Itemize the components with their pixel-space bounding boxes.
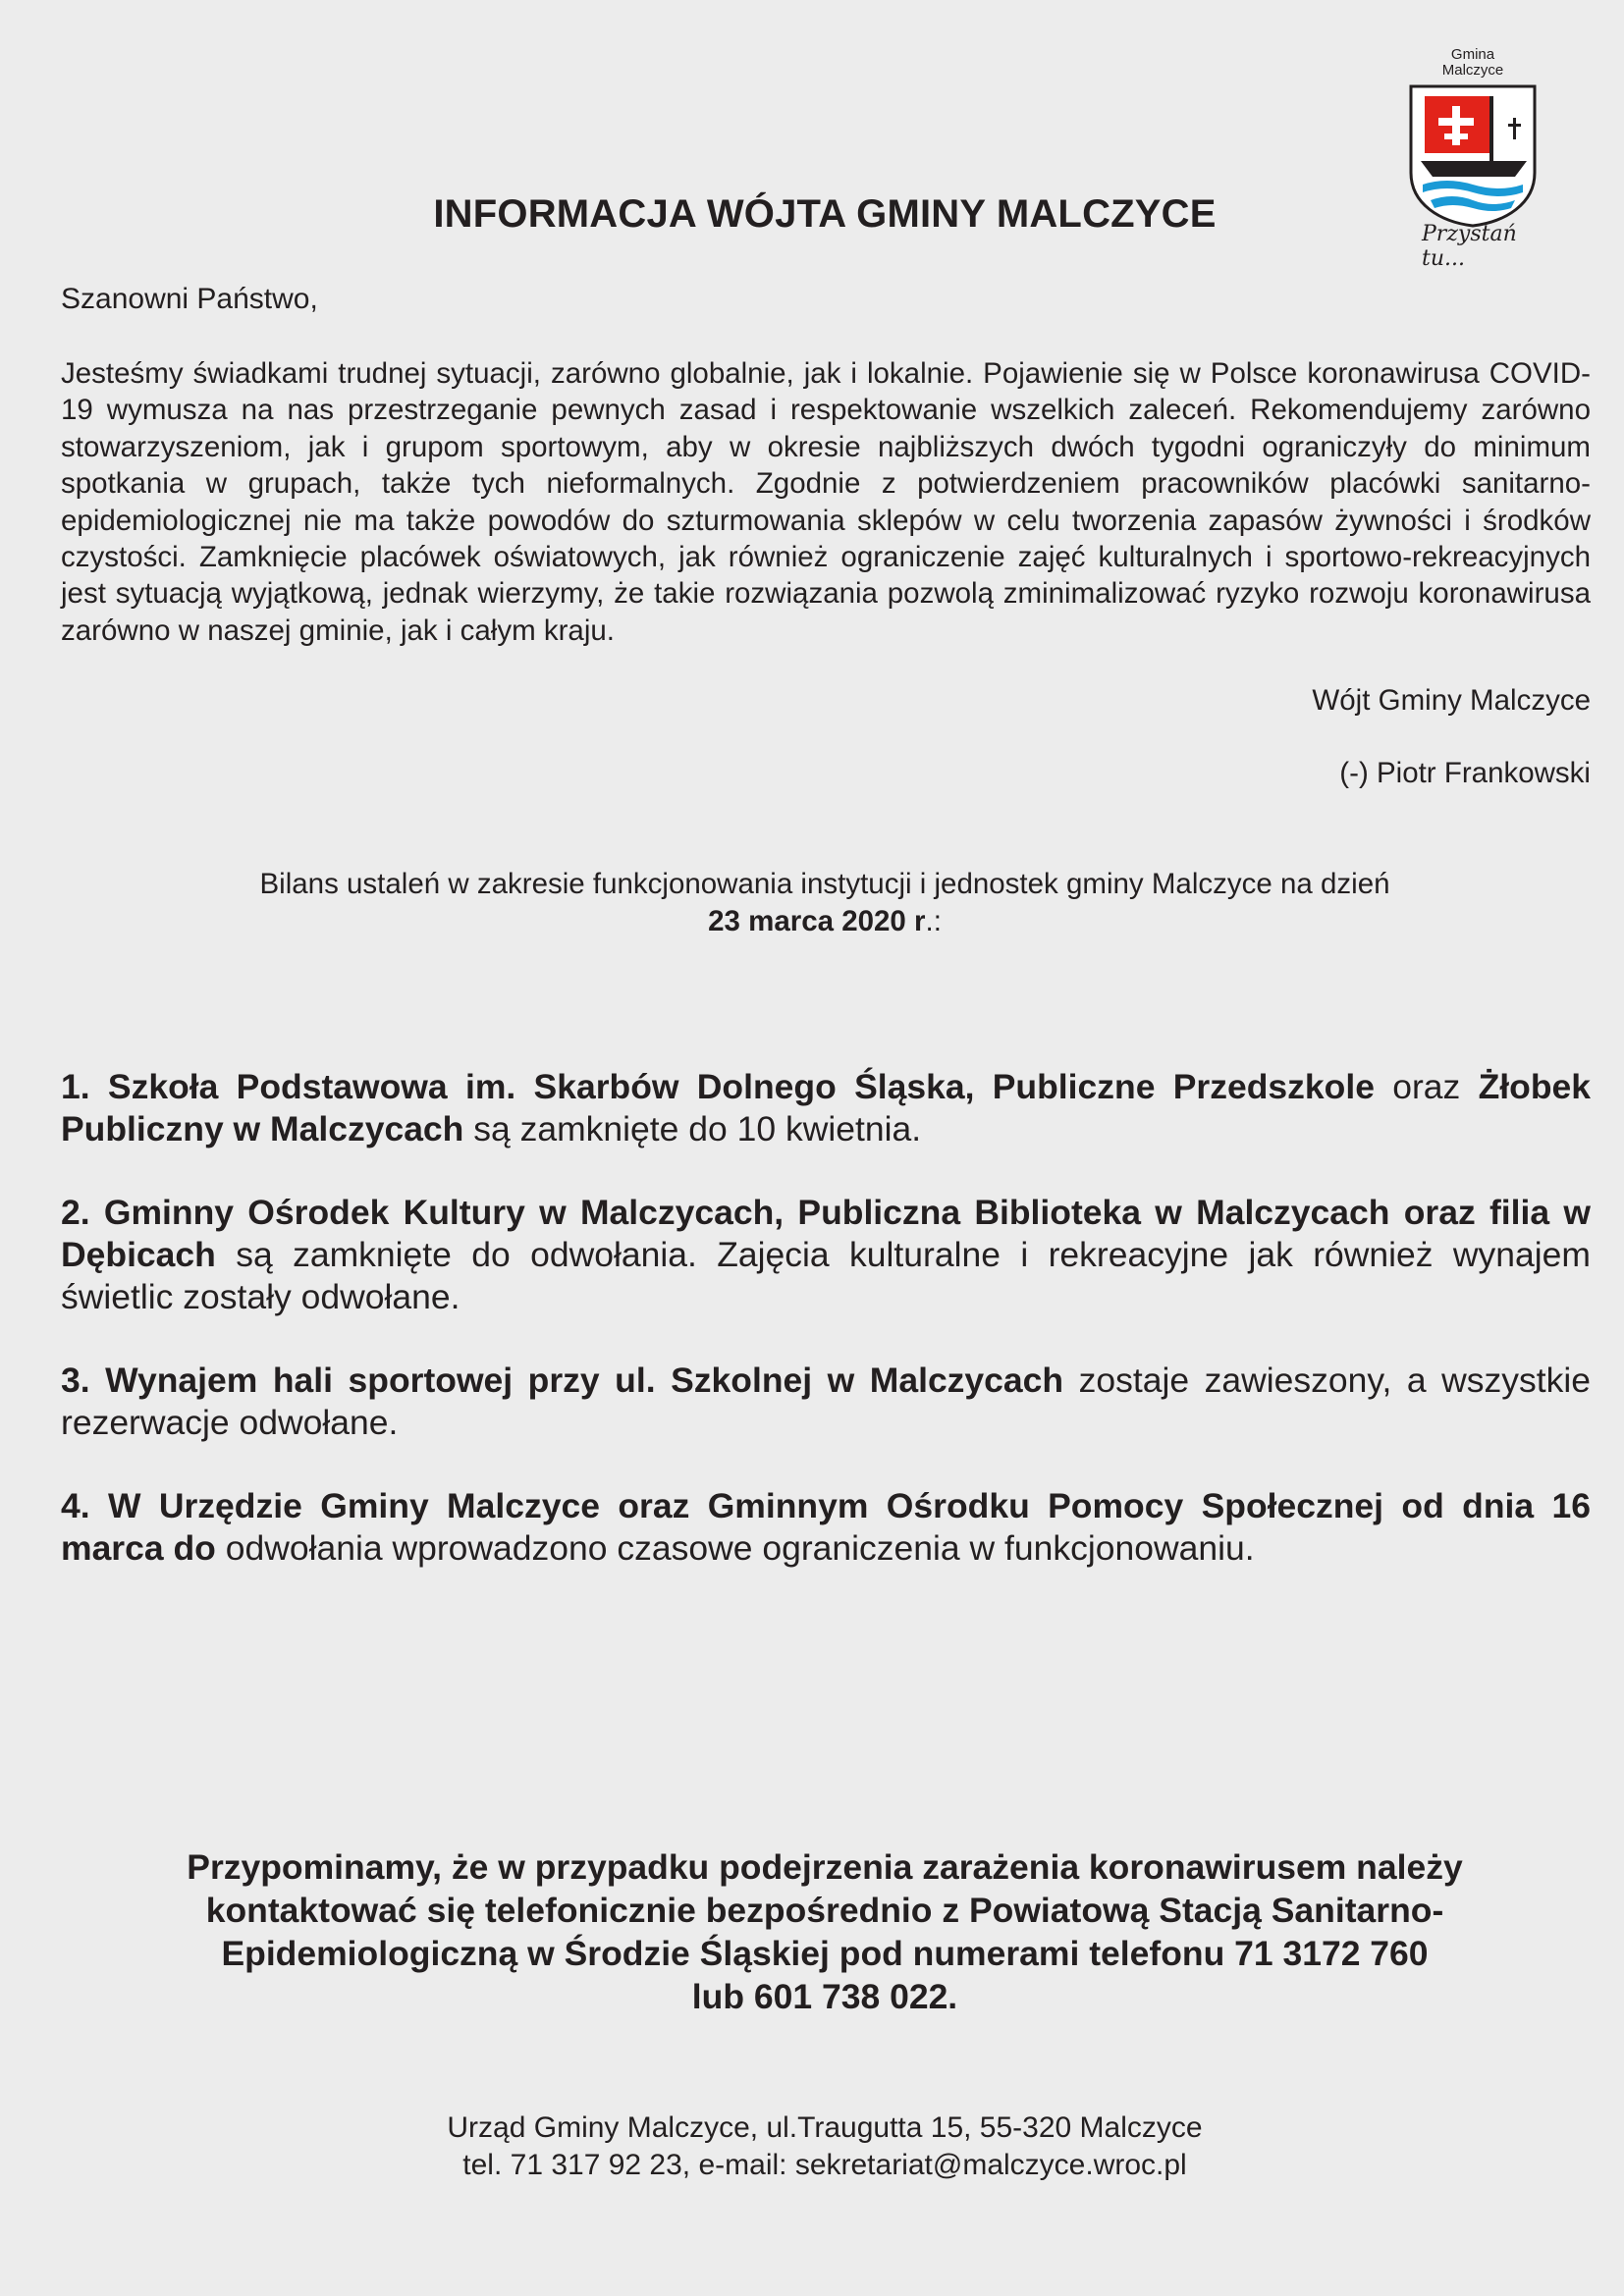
item-bold: 1. Szkoła Podstawowa im. Skarbów Dolnego Śląska, Publiczne Przedszkole [61, 1067, 1375, 1106]
item-bold: 3. Wynajem hali sportowej przy ul. Szkolnej w Malczycach [61, 1361, 1064, 1400]
list-item [61, 1485, 1591, 1570]
bilans-date: 23 marca 2020 r [708, 905, 926, 937]
page-title: INFORMACJA WÓJTA GMINY MALCZYCE [433, 192, 1217, 236]
announcement-list [61, 1066, 1591, 1611]
contact-footer [0, 2109, 1624, 2184]
logo-motto: Przystań tu... [1422, 222, 1517, 271]
municipality-logo [1404, 47, 1542, 271]
reminder-notice: Przypominamy, że w przypadku podejrzenia zarażenia koronawirusem należy kontaktować się telefonicznie bezpośrednio z Powiatową Stacją Sanitarno- Epidemiologiczną w Środzie Śląskiej pod numerami telefonu 71 3172 760 lub 601 738 022. [187, 1847, 1463, 2016]
item-bold: 2. Gminny Ośrodek Kultury w Malczycach, Publiczna Biblioteka w Malczycach oraz filia w Dębicach [61, 1193, 1591, 1274]
bilans-date-suffix: .: [925, 905, 942, 937]
item-text: są zamknięte do 10 kwietnia. [463, 1109, 922, 1148]
intro-paragraph: Jesteśmy świadkami trudnej sytuacji, zarówno globalnie, jak i lokalnie. Pojawienie się w Polsce koronawirusa COVID-19 wymusza na nas przestrzeganie pewnych zasad i respektowanie wszelkich zaleceń. Rekomendujemy zarówno stowarzyszeniom, jak i grupom sportowym, aby w okresie najbliższych dwóch tygodni ograniczyły do minimum spotkania w grupach, także tych nieformalnych. Zgodnie z potwierdzeniem pracowników placówki sanitarno-epidemiologicznej nie ma także powodów do szturmowania sklepów w celu tworzenia zapasów żywności i środków czystości. Zamknięcie placówek oświatowych, jak również ograniczenie zajęć kulturalnych i sportowo-rekreacyjnych jest sytuacją wyjątkową, jednak wierzymy, że takie rozwiązania pozwolą zminimalizować ryzyko rozwoju koronawirusa zarówno w naszej gminie, jak i całym kraju. [61, 357, 1591, 647]
item-text: są zamknięte do odwołania. Zajęcia kulturalne i rekreacyjne jak również wynajem świetlic zostały odwołane. [61, 1235, 1591, 1316]
logo-caption: Gmina Malczyce [1441, 46, 1504, 79]
footer-address: Urząd Gminy Malczyce, ul.Traugutta 15, 55-320 Malczyce [447, 2111, 1203, 2144]
signature-name: (-) Piotr Frankowski [1339, 757, 1591, 789]
signature-role: Wójt Gminy Malczyce [1312, 684, 1591, 717]
list-item [61, 1360, 1591, 1444]
footer-contact: tel. 71 317 92 23, e-mail: sekretariat@malczyce.wroc.pl [462, 2149, 1187, 2181]
list-item [61, 1192, 1591, 1318]
item-text: zostaje zawieszony, a wszystkie rezerwacje odwołane. [61, 1361, 1591, 1442]
item-mid: oraz [1374, 1067, 1479, 1106]
bilans-line: Bilans ustaleń w zakresie funkcjonowania instytucji i jednostek gminy Malczyce na dzień [259, 868, 1390, 900]
greeting: Szanowni Państwo, [61, 283, 318, 315]
item-bold: 4. W Urzędzie Gminy Malczyce oraz Gminnym Ośrodku Pomocy Społecznej od dnia 16 marca do [61, 1486, 1591, 1568]
item-text: odwołania wprowadzono czasowe ograniczenia w funkcjonowaniu. [215, 1528, 1255, 1568]
bilans-date-line [0, 903, 1624, 940]
list-item [61, 1066, 1591, 1150]
bilans-heading [0, 866, 1624, 940]
item-bold2: Żłobek Publiczny w Malczycach [61, 1067, 1591, 1148]
